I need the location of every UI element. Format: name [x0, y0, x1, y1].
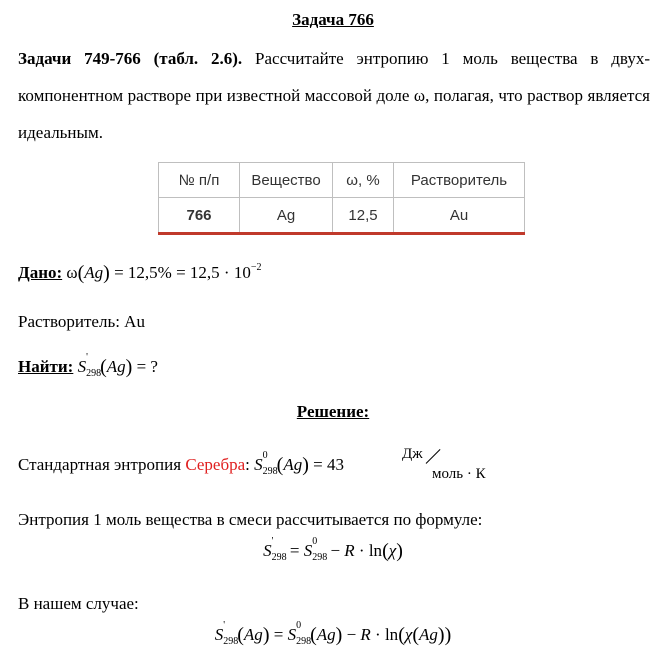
standard-entropy-formula: S 0 298 (Ag) = 43: [254, 450, 344, 478]
given-value: = 12,5% = 12,5 · 10: [109, 263, 251, 282]
substance: Ag: [84, 263, 104, 282]
unit-numerator: Дж: [402, 446, 423, 462]
solvent-line: Растворитель: Au: [18, 312, 145, 331]
problem-statement-label: Задачи 749-766 (табл. 2.6).: [18, 49, 243, 68]
entropy-formula-case: S ' 298 (Ag) = S 0 298 (Ag) − R · ln(χ(Ag)): [214, 620, 452, 647]
data-table: [158, 162, 525, 235]
find-line: [18, 352, 158, 380]
table-header: Вещество: [240, 163, 333, 198]
given-formula: $\omega(Ag) = 12,5\% = 12,5 \cdot 10^{-2}$: [66, 262, 262, 284]
table-header: Растворитель: [394, 163, 525, 198]
given-exponent: −2: [250, 262, 262, 273]
table-cell: Au: [394, 198, 525, 234]
find-label: Найти:: [18, 357, 74, 376]
table-row: [159, 198, 525, 234]
find-formula: S ' 298 (Ag) = ?: [77, 352, 158, 380]
unit-fraction: [402, 446, 522, 486]
entropy-symbol: S: [77, 357, 87, 376]
solution-heading: Решение:: [296, 402, 370, 421]
table-header-row: [159, 163, 525, 198]
page-title: Задача 766: [292, 10, 374, 29]
table-cell: 766: [159, 198, 240, 234]
standard-entropy-line: Стандартная энтропия Серебра: S 0 298 (Ag) = 43: [18, 450, 344, 478]
given-line: [18, 262, 261, 285]
highlighted-substance: Серебра: [185, 455, 246, 474]
table-cell: 12,5: [333, 198, 394, 234]
omega-symbol: ω: [66, 263, 78, 282]
unit-denominator: моль · К: [432, 466, 486, 482]
table-cell: Ag: [240, 198, 333, 234]
problem-statement-text: Рассчитайте энтропию 1 моль вещества в двух-компонентном растворе при известной массовой доле ω, полагая, что раствор является идеальным.: [18, 49, 650, 142]
given-label: Дано:: [18, 263, 63, 282]
case-line: В нашем случае:: [18, 594, 139, 613]
table-header: № п/п: [159, 163, 240, 198]
table-header: ω, %: [333, 163, 394, 198]
entropy-formula: S ' 298 = S 0 298 − R · ln(χ): [263, 536, 403, 564]
formula-intro: Энтропия 1 моль вещества в смеси рассчитывается по формуле:: [18, 510, 483, 529]
problem-statement: [18, 40, 650, 151]
unit-slash: [426, 449, 441, 464]
